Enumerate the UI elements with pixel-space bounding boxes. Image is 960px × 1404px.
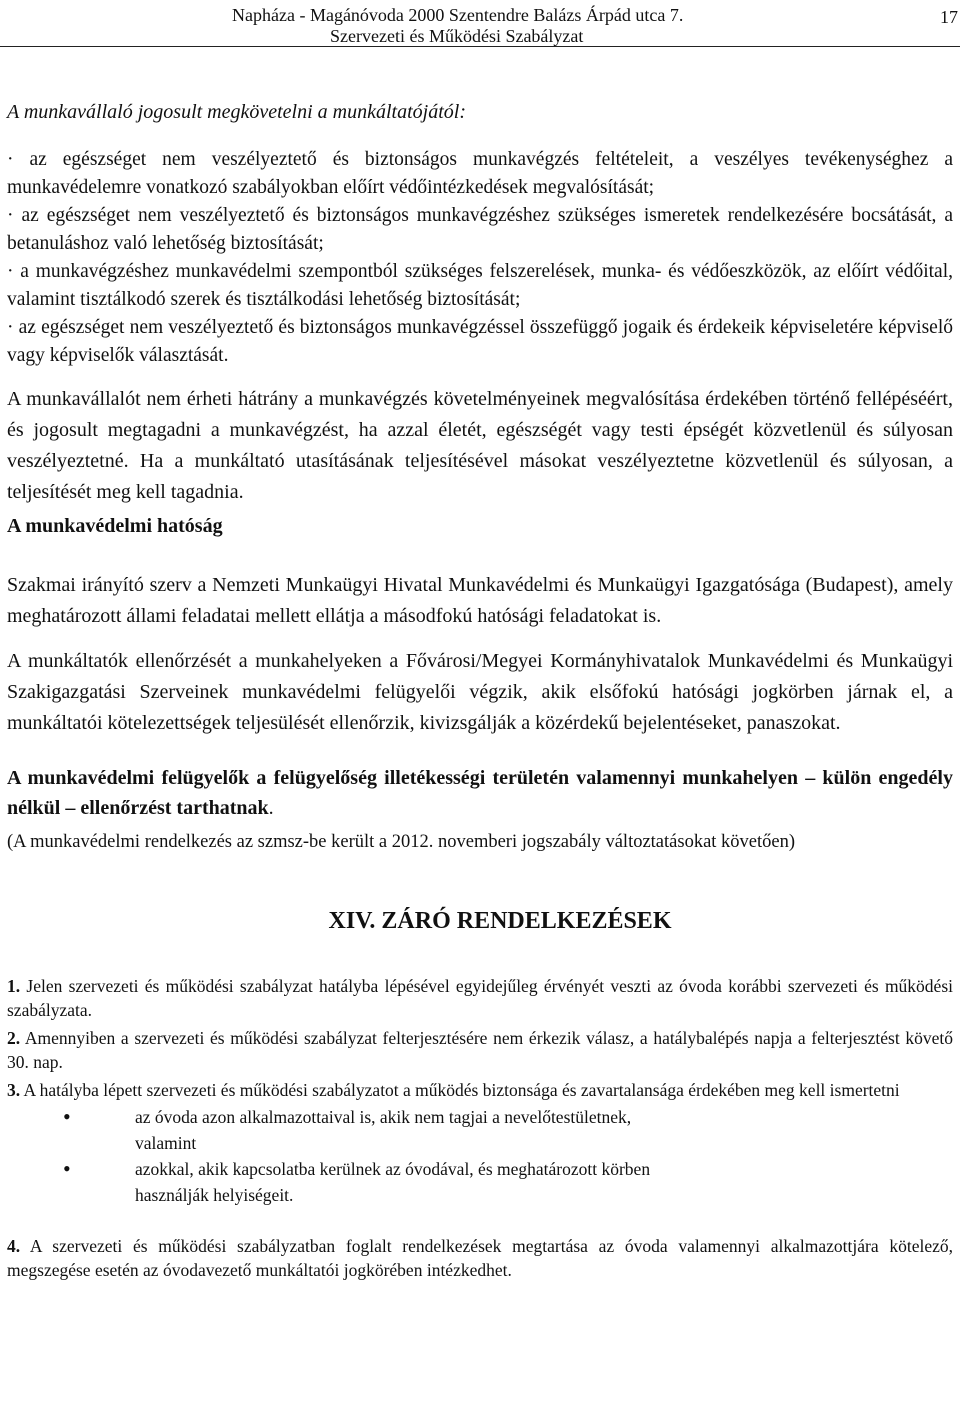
employee-rights-list xyxy=(7,146,953,370)
list-item: · az egészséget nem veszélyeztető és biztonságos munkavégzéssel összefüggő jogaik és érdekeik képviseletére képviselő vagy képviselők választását. xyxy=(7,317,953,366)
item-text: A szervezeti és működési szabályzatban foglalt rendelkezések megtartása az óvoda valamennyi alkalmazottjára kötelező, megszegése esetén az óvodavezető munkáltatói jogkörében intézkedhet. xyxy=(7,1236,953,1280)
inspector-statement-end: . xyxy=(268,797,274,819)
chapter-title: XIV. ZÁRÓ RENDELKEZÉSEK xyxy=(328,908,672,934)
final-provision-4 xyxy=(7,1234,953,1282)
list-item: · a munkavégzéshez munkavédelmi szempontból szükséges felszerelések, munka- és védőeszközök, az előírt védőital, valamint tisztálkodó szerek és tisztálkodási lehetőség biztosítását; xyxy=(7,261,953,310)
amendment-note: (A munkavédelmi rendelkezés az szmsz-be került a 2012. novemberi jogszabály változtatásokat követően) xyxy=(7,832,796,852)
bullet-icon: • xyxy=(63,1156,71,1181)
item-number: 2. xyxy=(7,1028,21,1048)
list-item: · az egészséget nem veszélyeztető és biztonságos munkavégzéshez szükséges ismeretek rendelkezésére bocsátását, a betanuláshoz való lehetőség biztosítását; xyxy=(7,205,953,254)
page-header xyxy=(0,4,960,44)
item-number: 1. xyxy=(7,976,21,996)
inspector-statement xyxy=(7,763,953,823)
refusal-paragraph: A munkavállalót nem érheti hátrány a munkavégzés követelményeinek megvalósítása érdekében történő fellépéséért, és jogosult megtagadni a munkavégzést, ha azzal életét, egészségét vagy testi épségét közvetlenül és súlyosan veszélyeztetné. Ha a munkáltató utasításának teljesítésével másokat veszélyeztetne közvetlenül és súlyosan, a teljesítését meg kell tagadnia. xyxy=(7,388,953,503)
list-item: · az egészséget nem veszélyeztető és biztonságos munkavégzés feltételeit, a veszélyes tevékenységhez a munkavédelemre vonatkozó szabályokban előírt védőintézkedések megvalósítását; xyxy=(7,149,953,198)
item-number: 3. xyxy=(7,1080,21,1100)
header-document-title: Szervezeti és Működési Szabályzat xyxy=(330,26,584,46)
authority-paragraph-2: A munkáltatók ellenőrzését a munkahelyeken a Fővárosi/Megyei Kormányhivatalok Munkavédelmi és Munkaügyi Szakigazgatási Szerveinek munkavédelmi felügyelői végzik, akik elsőfokú hatósági jogkörben járnak el, a munkáltatói kötelezettségek teljesülését ellenőrzik, kivizsgálják a közérdekű bejelentéseket, panaszokat. xyxy=(7,650,953,734)
acquaintance-list xyxy=(7,1104,953,1208)
item-text: Jelen szervezeti és működési szabályzat hatályba lépésével egyidejűleg érvényét veszti az óvoda korábbi szervezeti és működési szabályzata. xyxy=(7,976,953,1020)
authority-paragraph-1: Szakmai irányító szerv a Nemzeti Munkaügyi Hivatal Munkavédelmi és Munkaügyi Igazgatósága (Budapest), amely meghatározott állami feladatai mellett ellátja a másodfokú hatósági feladatokat is. xyxy=(7,574,953,627)
employee-rights-intro: A munkavállaló jogosult megkövetelni a munkáltatójától: xyxy=(7,101,466,123)
item-number: 4. xyxy=(7,1236,21,1256)
header-institution: Napháza - Magánóvoda 2000 Szentendre Balázs Árpád utca 7. xyxy=(232,5,684,25)
list-item: • az óvoda azon alkalmazottaival is, akik nem tagjai a nevelőtestületnek, valamint xyxy=(63,1104,632,1153)
item-text: Amennyiben a szervezeti és működési szabályzat felterjesztésére nem érkezik válasz, a hatálybalépés napja a felterjesztést követő 30. nap. xyxy=(7,1028,953,1072)
authority-heading: A munkavédelmi hatóság xyxy=(7,515,223,537)
final-provision-2 xyxy=(7,1026,953,1074)
document-body xyxy=(7,78,953,1282)
page-number: 17 xyxy=(940,7,958,27)
final-provision-3 xyxy=(7,1078,953,1102)
bullet-icon: • xyxy=(63,1104,71,1129)
header-divider xyxy=(0,46,960,47)
inspector-statement-text: A munkavédelmi felügyelők a felügyelőség illetékességi területén valamennyi munkahelyen – külön engedély nélkül – ellenőrzést tarthatnak xyxy=(7,767,953,819)
item-text: A hatályba lépett szervezeti és működési szabályzatot a működés biztonsága és zavartalansága érdekében meg kell ismertetni xyxy=(20,1080,900,1100)
final-provision-1 xyxy=(7,974,953,1022)
list-item: • azokkal, akik kapcsolatba kerülnek az óvodával, és meghatározott körben használják helyiségeit. xyxy=(63,1156,651,1205)
